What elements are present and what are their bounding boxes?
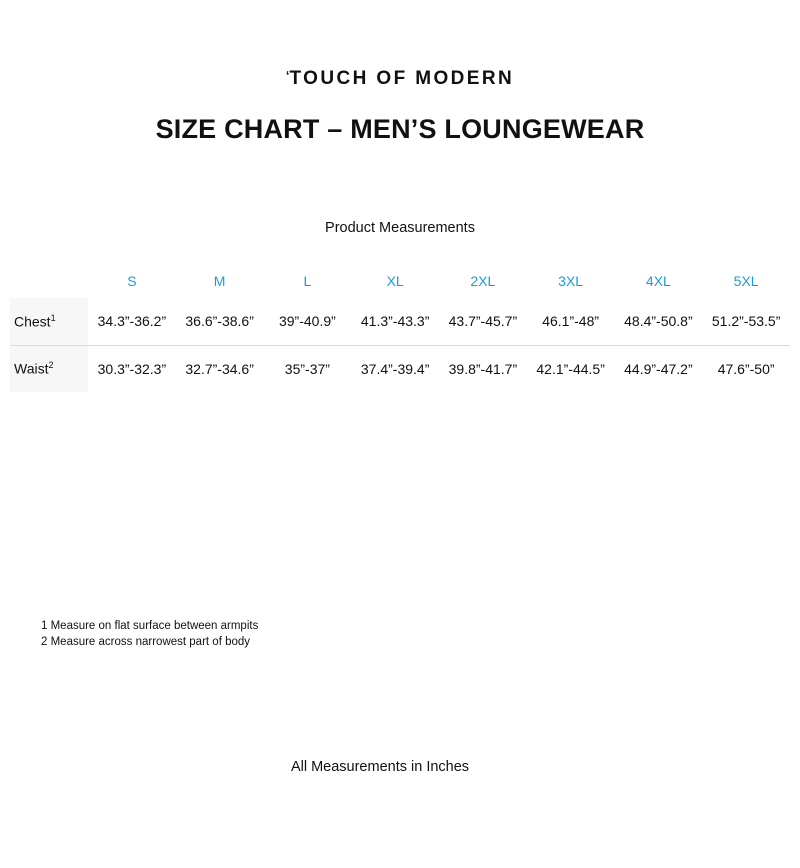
column-header-2xl: 2XL (470, 273, 496, 289)
brand-logo (0, 68, 800, 90)
cell-chest-l: 39”-40.9” (264, 298, 352, 345)
row-label-chest-note: 1 (50, 312, 56, 323)
footnote-2: 2 Measure across narrowest part of body (41, 636, 251, 648)
table-header-row (10, 264, 790, 298)
footer-note: All Measurements in Inches (290, 759, 470, 775)
column-header-l: L (303, 273, 312, 289)
column-header-5xl: 5XL (733, 273, 759, 289)
cell-waist-4xl: 44.9”-47.2” (624, 360, 693, 377)
row-label-waist-note: 2 (48, 360, 54, 371)
column-header-m: M (213, 273, 226, 289)
section-label: Product Measurements (325, 220, 475, 236)
column-header-s: S (127, 273, 137, 289)
footnote-1: 1 Measure on flat surface between armpits (41, 620, 259, 632)
column-header-3xl: 3XL (558, 273, 584, 289)
brand-tick-mark: ‘ (285, 68, 290, 83)
cell-waist-3xl: 42.1”-44.5” (536, 360, 605, 377)
table-row (10, 298, 790, 345)
brand-name: TOUCH OF MODERN (289, 68, 515, 89)
measurements-table-wrapper (0, 264, 800, 392)
footnotes (41, 618, 258, 650)
cell-waist-2xl: 39.8”-41.7” (448, 360, 518, 377)
row-label-waist (10, 345, 88, 392)
cell-waist-s: 30.3”-32.3” (97, 360, 167, 377)
cell-chest-5xl: 51.2”-53.5” (702, 298, 790, 345)
cell-chest-4xl: 48.4”-50.8” (615, 298, 703, 345)
measurements-table (10, 264, 790, 392)
cell-waist-m: 32.7”-34.6” (185, 360, 254, 377)
cell-chest-m: 36.6”-38.6” (176, 298, 264, 345)
column-header-4xl: 4XL (645, 273, 671, 289)
cell-waist-5xl: 47.6”-50” (717, 360, 775, 377)
table-corner-cell (10, 264, 88, 298)
row-label-waist-text: Waist (14, 361, 49, 378)
cell-chest-s: 34.3”-36.2” (88, 298, 176, 345)
cell-waist-xl: 37.4”-39.4” (360, 360, 430, 377)
table-row (10, 345, 790, 392)
cell-chest-3xl: 46.1”-48” (527, 298, 615, 345)
row-label-chest (10, 298, 88, 345)
cell-chest-2xl: 43.7”-45.7” (439, 298, 527, 345)
page-title: SIZE CHART – MEN’S LOUNGEWEAR (155, 114, 645, 144)
cell-waist-l: 35”-37” (284, 360, 330, 377)
column-header-xl: XL (386, 273, 404, 289)
row-label-chest-text: Chest (14, 313, 51, 330)
cell-chest-xl: 41.3”-43.3” (351, 298, 439, 345)
size-chart-page (0, 68, 800, 868)
